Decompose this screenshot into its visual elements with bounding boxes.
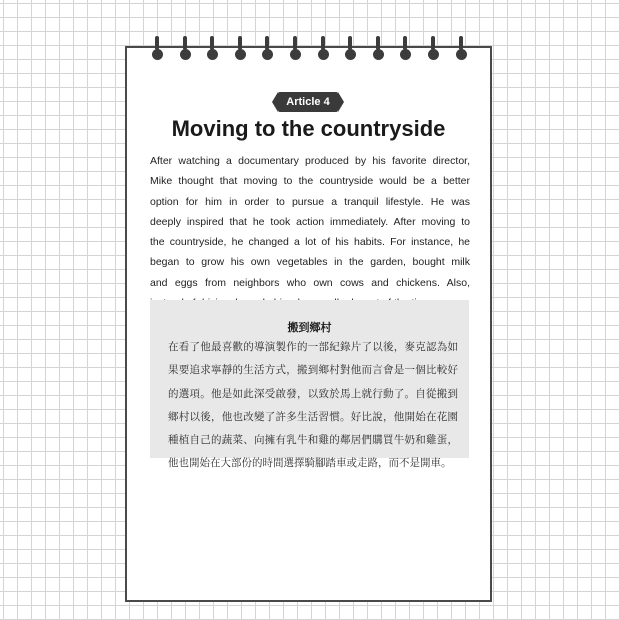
ring-hole [207, 49, 218, 60]
article-body-line: the countryside, he changed a lot of his habits. For instance, he [150, 236, 470, 249]
translation-line: 鄉村以後，他也改變了許多生活習慣。好比說，他開始在花園 [168, 410, 458, 423]
spiral-binding-ring-icon [207, 36, 219, 64]
ring-hole [262, 49, 273, 60]
spiral-binding-ring-icon [152, 36, 164, 64]
ring-hook [155, 36, 159, 50]
ring-hole [290, 49, 301, 60]
ring-hole [345, 49, 356, 60]
ring-hole [400, 49, 411, 60]
ring-hook [238, 36, 242, 50]
spiral-binding-ring-icon [235, 36, 247, 64]
translation-title: 搬到鄉村 [287, 322, 332, 334]
spiral-binding-ring-icon [180, 36, 192, 64]
ring-hole [180, 49, 191, 60]
article-title: Moving to the countryside [171, 116, 446, 141]
article-number-badge: Article 4 [278, 92, 338, 112]
translation-body [168, 336, 458, 476]
ring-hole [235, 49, 246, 60]
ring-hook [348, 36, 352, 50]
spiral-binding-ring-icon [373, 36, 385, 64]
spiral-binding-ring-icon [428, 36, 440, 64]
article-body [150, 151, 470, 313]
translation-line: 果要追求寧靜的生活方式，搬到鄉村對他而言會是一個比較好 [168, 364, 458, 377]
ring-hook [265, 36, 269, 50]
spiral-binding [152, 36, 472, 64]
translation-box [150, 300, 469, 470]
translation-line: 他也開始在大部份的時間選擇騎腳踏車或走路，而不是開車。 [168, 457, 452, 470]
ring-hook [459, 36, 463, 50]
ring-hole [373, 49, 384, 60]
ring-hook [293, 36, 297, 50]
spiral-binding-ring-icon [262, 36, 274, 64]
ring-hook [376, 36, 380, 50]
spiral-binding-ring-icon [456, 36, 468, 64]
ring-hook [403, 36, 407, 50]
spiral-binding-ring-icon [290, 36, 302, 64]
article-body-line: deeply inspired that he took action immediately. After moving to [150, 215, 470, 228]
article-body-line: option for him in order to pursue a tranquil lifestyle. He was [150, 195, 470, 208]
spiral-binding-ring-icon [400, 36, 412, 64]
translation-line: 在看了他最喜歡的導演製作的一部紀錄片了以後，麥克認為如 [168, 341, 458, 353]
ring-hook [431, 36, 435, 50]
ring-hole [318, 49, 329, 60]
translation-line: 種植自己的蔬菜、向擁有乳牛和雞的鄰居們購買牛奶和雞蛋， [168, 434, 458, 447]
ring-hole [152, 49, 163, 60]
translation-line: 的選項。他是如此深受啟發，以致於馬上就行動了。自從搬到 [168, 387, 458, 400]
ring-hook [321, 36, 325, 50]
ring-hook [210, 36, 214, 50]
article-body-line: Mike thought that moving to the countryside would be a better [150, 175, 470, 188]
ring-hook [183, 36, 187, 50]
spiral-binding-ring-icon [345, 36, 357, 64]
ring-hole [456, 49, 467, 60]
article-body-line: After watching a documentary produced by his favorite director, [150, 155, 470, 167]
article-body-line: and eggs from neighbors who own cows and chickens. Also, [150, 276, 470, 289]
article-body-line: began to grow his own vegetables in the garden, bought milk [150, 256, 470, 269]
ring-hole [428, 49, 439, 60]
spiral-binding-ring-icon [318, 36, 330, 64]
